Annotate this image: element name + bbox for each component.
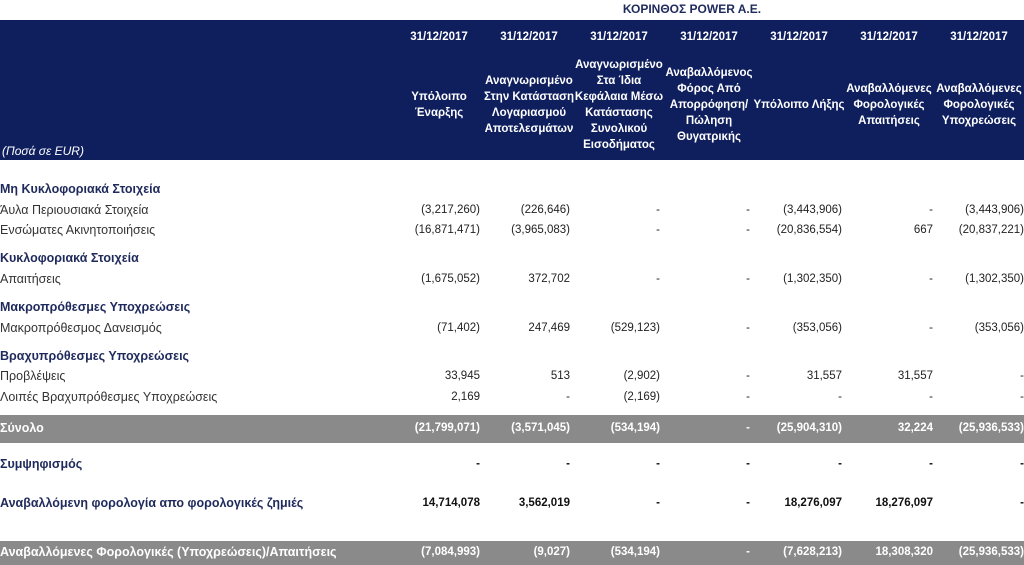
- value-cell: -: [746, 370, 750, 382]
- value-cell: (3,965,083): [511, 224, 570, 236]
- value-cell: (534,194): [610, 422, 660, 434]
- value-cell: -: [838, 391, 842, 403]
- value-cell: (353,056): [974, 322, 1024, 334]
- row-label: Μακροπρόθεσμος Δανεισμός: [0, 321, 162, 335]
- column-label: Αναβαλλόμενος Φόρος Από Απορρόφηση/ Πώληση Θυγατρικής: [665, 67, 753, 143]
- total-row: [0, 541, 1024, 565]
- column-header: [754, 20, 844, 160]
- value-cell: -: [566, 391, 570, 403]
- value-cell: -: [476, 458, 480, 470]
- value-cell: (3,217,260): [421, 204, 480, 216]
- column-date: 31/12/2017: [590, 31, 648, 43]
- value-cell: -: [656, 273, 660, 285]
- row-label: Προβλέψεις: [0, 369, 66, 383]
- value-cell: -: [838, 458, 842, 470]
- value-cell: (226,646): [520, 204, 570, 216]
- column-date: 31/12/2017: [680, 31, 738, 43]
- value-cell: -: [656, 204, 660, 216]
- value-cell: -: [1020, 497, 1024, 509]
- value-cell: -: [656, 458, 660, 470]
- company-header: [0, 0, 1024, 20]
- row-label: Απαιτήσεις: [0, 272, 61, 286]
- section-heading-row: [0, 347, 1024, 367]
- value-cell: (7,084,993): [421, 546, 480, 558]
- value-cell: (20,836,554): [776, 224, 842, 236]
- value-cell: (1,675,052): [421, 273, 480, 285]
- value-cell: -: [746, 204, 750, 216]
- column-header: [574, 20, 664, 160]
- value-cell: -: [929, 391, 933, 403]
- section-heading-row: [0, 180, 1024, 200]
- value-cell: -: [746, 497, 750, 509]
- table-row: [0, 455, 1024, 475]
- value-cell: -: [929, 458, 933, 470]
- value-cell: (2,169): [623, 391, 660, 403]
- value-cell: (1,302,350): [965, 273, 1024, 285]
- value-cell: (353,056): [792, 322, 842, 334]
- column-header: [484, 20, 574, 160]
- value-cell: -: [566, 458, 570, 470]
- column-header: [394, 20, 484, 160]
- row-label: Βραχυπρόθεσμες Υποχρεώσεις: [0, 349, 190, 363]
- section-heading-row: [0, 298, 1024, 318]
- row-label: Αναβαλλόμενη φορολογία απο φορολογικές ζημιές: [0, 496, 304, 510]
- value-cell: -: [1020, 391, 1024, 403]
- column-label: Υπόλοιπο Έναρξης: [411, 91, 467, 119]
- value-cell: 3,562,019: [518, 497, 570, 509]
- value-cell: (3,571,045): [511, 422, 570, 434]
- table-header: [0, 20, 1024, 160]
- value-cell: -: [1020, 370, 1024, 382]
- value-cell: (1,302,350): [783, 273, 842, 285]
- value-cell: 14,714,078: [422, 497, 480, 509]
- column-date: 31/12/2017: [860, 31, 918, 43]
- value-cell: 513: [550, 370, 570, 382]
- column-label: Υπόλοιπο Λήξης: [753, 99, 845, 111]
- column-header: [934, 20, 1024, 160]
- column-header: [844, 20, 934, 160]
- row-label: Λοιπές Βραχυπρόθεσμες Υποχρεώσεις: [0, 390, 218, 404]
- value-cell: (2,902): [623, 370, 660, 382]
- column-date: 31/12/2017: [950, 31, 1008, 43]
- column-date: 31/12/2017: [770, 31, 828, 43]
- column-header: [664, 20, 754, 160]
- row-label: Μη Κυκλοφοριακά Στοιχεία: [0, 182, 161, 196]
- value-cell: -: [929, 273, 933, 285]
- value-cell: (3,443,906): [965, 204, 1024, 216]
- value-cell: 32,224: [897, 422, 933, 434]
- value-cell: (9,027): [533, 546, 570, 558]
- value-cell: 18,276,097: [875, 497, 933, 509]
- value-cell: 247,469: [528, 322, 570, 334]
- value-cell: 31,557: [806, 370, 842, 382]
- value-cell: -: [746, 422, 750, 434]
- value-cell: -: [656, 224, 660, 236]
- currency-note: (Ποσά σε EUR): [2, 144, 84, 158]
- value-cell: -: [746, 322, 750, 334]
- row-label: Μακροπρόθεσμες Υποχρεώσεις: [0, 300, 191, 314]
- value-cell: -: [746, 273, 750, 285]
- value-cell: (16,871,471): [414, 224, 480, 236]
- value-cell: 372,702: [528, 273, 570, 285]
- value-cell: -: [1020, 458, 1024, 470]
- value-cell: 18,276,097: [784, 497, 842, 509]
- column-label: Αναγνωρισμένο Στα Ίδια Κεφάλαια Μέσω Κατάστασης Συνολικού Εισοδήματος: [574, 59, 664, 151]
- value-cell: (529,123): [610, 322, 660, 334]
- value-cell: (71,402): [437, 322, 480, 334]
- value-cell: 18,308,320: [875, 546, 933, 558]
- value-cell: -: [929, 322, 933, 334]
- value-cell: -: [746, 391, 750, 403]
- table-row: [0, 270, 1024, 290]
- value-cell: 31,557: [897, 370, 933, 382]
- value-cell: (25,904,310): [776, 422, 842, 434]
- value-cell: (25,936,533): [958, 422, 1024, 434]
- row-label: Ενσώματες Ακινητοποιήσεις: [0, 223, 156, 237]
- total-row: [0, 415, 1024, 443]
- value-cell: 667: [913, 224, 933, 236]
- value-cell: 33,945: [444, 370, 480, 382]
- table-row: [0, 367, 1024, 387]
- value-cell: (534,194): [610, 546, 660, 558]
- value-cell: -: [746, 224, 750, 236]
- table-row: [0, 388, 1024, 408]
- row-label: Σύνολο: [0, 421, 44, 435]
- value-cell: (25,936,533): [958, 546, 1024, 558]
- table-row: [0, 201, 1024, 221]
- column-label: Αναβαλλόμενες Φορολογικές Απαιτήσεις: [846, 83, 932, 127]
- value-cell: -: [746, 546, 750, 558]
- value-cell: -: [656, 497, 660, 509]
- column-label: Αναβαλλόμενες Φορολογικές Υποχρεώσεις: [936, 83, 1022, 127]
- table-row: [0, 221, 1024, 241]
- row-label: Αναβαλλόμενες Φορολογικές (Υποχρεώσεις)/Απαιτήσεις: [0, 545, 337, 559]
- section-heading-row: [0, 249, 1024, 269]
- value-cell: -: [746, 458, 750, 470]
- value-cell: (3,443,906): [783, 204, 842, 216]
- column-date: 31/12/2017: [500, 31, 558, 43]
- row-label: Κυκλοφοριακά Στοιχεία: [0, 251, 139, 265]
- row-label: Άυλα Περιουσιακά Στοιχεία: [0, 203, 149, 217]
- row-label: Συμψηφισμός: [0, 457, 83, 471]
- value-cell: (7,628,213): [783, 546, 842, 558]
- column-label: Αναγνωρισμένο Στην Κατάσταση Λογαριασμού Αποτελεσμάτων: [483, 75, 575, 135]
- table-row: [0, 494, 1024, 514]
- column-date: 31/12/2017: [410, 31, 468, 43]
- company-name: ΚΟΡΙΝΘΟΣ POWER A.E.: [622, 2, 762, 16]
- value-cell: -: [929, 204, 933, 216]
- value-cell: (20,837,221): [958, 224, 1024, 236]
- value-cell: 2,169: [451, 391, 480, 403]
- table-row: [0, 319, 1024, 339]
- value-cell: (21,799,071): [414, 422, 480, 434]
